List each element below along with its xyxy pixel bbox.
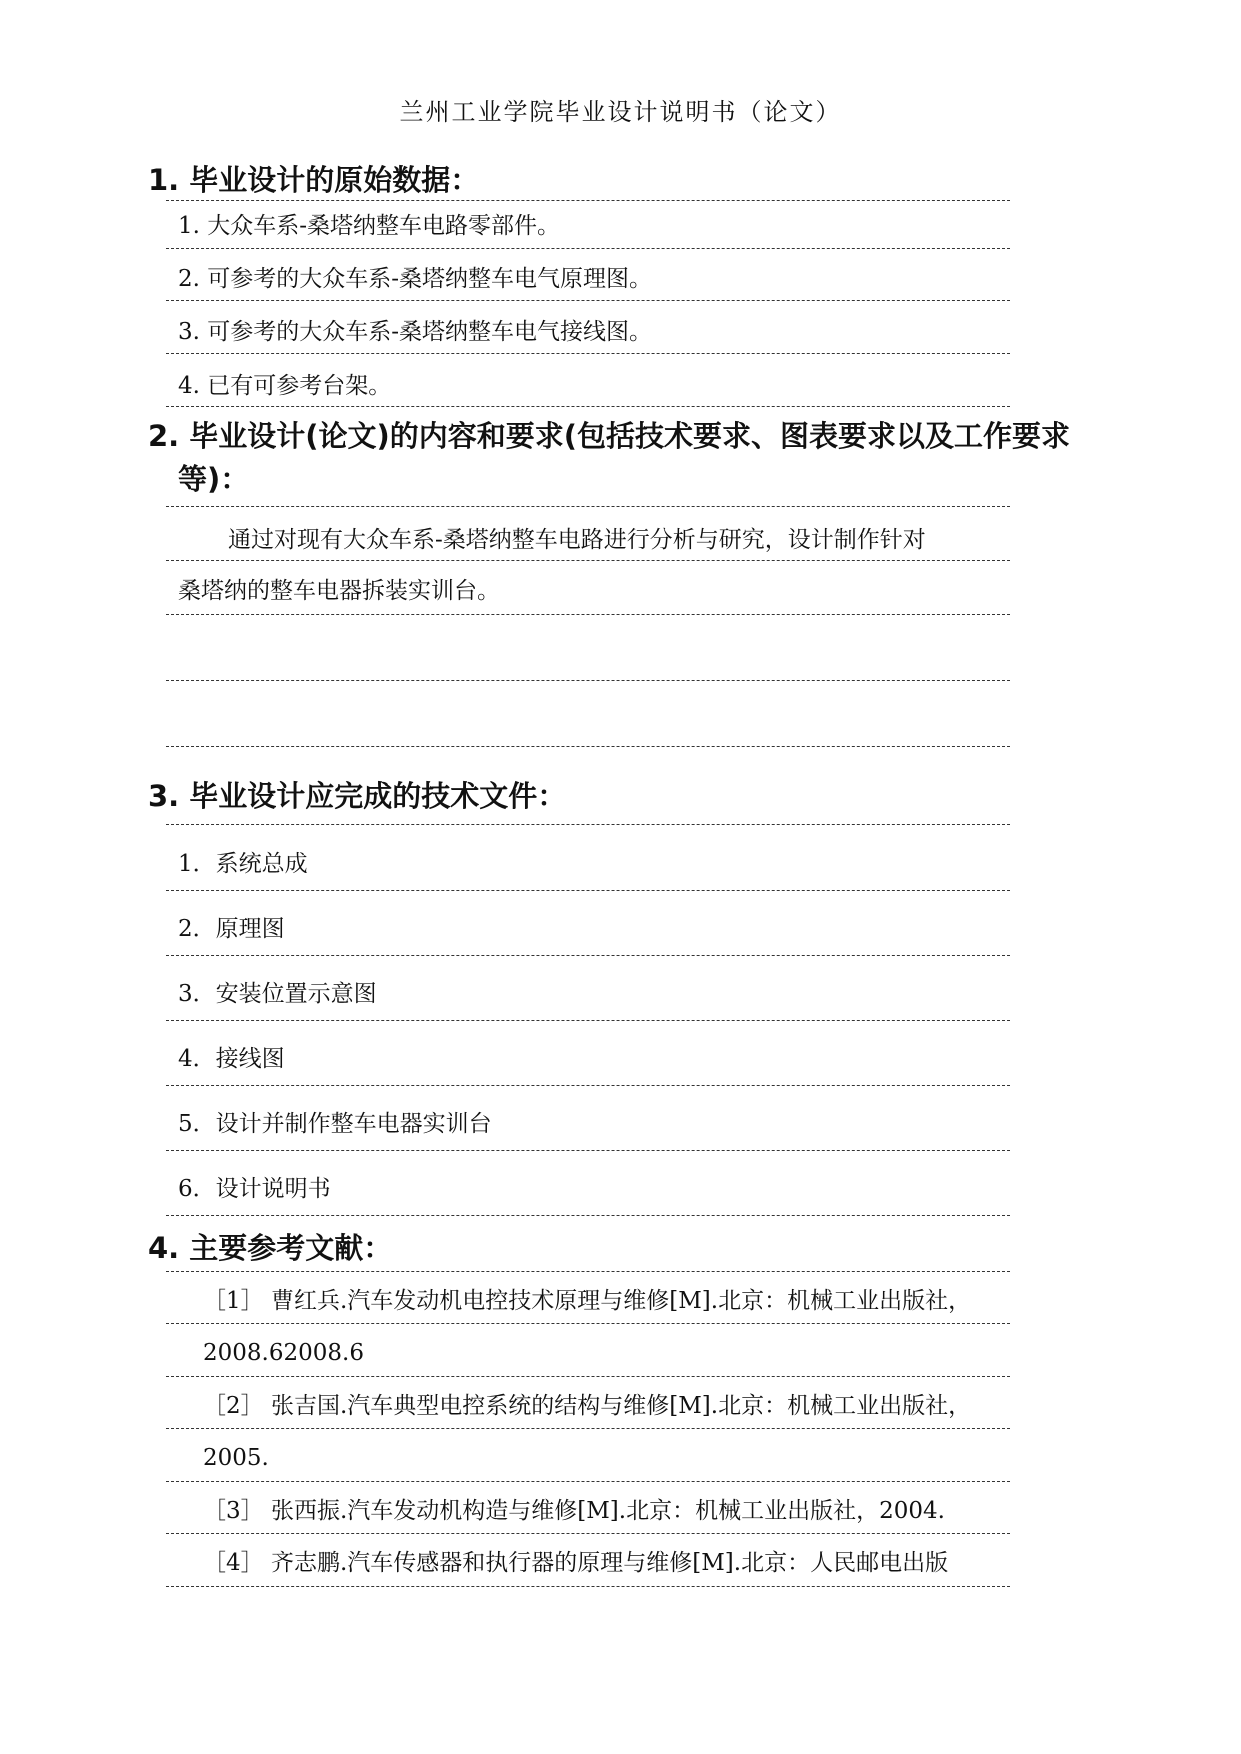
section-2-text-line1: 通过对现有大众车系-桑塔纳整车电路进行分析与研究，设计制作针对 (228, 527, 926, 553)
reference-line: 2008.62008.6 (203, 1340, 364, 1366)
dashed-rule (166, 614, 1010, 615)
reference-line: ［2］ 张吉国.汽车典型电控系统的结构与维修[M].北京：机械工业出版社， (203, 1393, 972, 1419)
section-1-item: 3. 可参考的大众车系-桑塔纳整车电气接线图。 (178, 319, 653, 345)
section-4-title: 4. 主要参考文献： (148, 1231, 393, 1265)
section-1-item: 1. 大众车系-桑塔纳整车电路零部件。 (178, 213, 561, 239)
dashed-rule (166, 1215, 1010, 1216)
dashed-rule (166, 1085, 1010, 1086)
dashed-rule (166, 824, 1010, 825)
dashed-rule (166, 890, 1010, 891)
section-3-item: 6．设计说明书 (178, 1176, 331, 1202)
dashed-rule (166, 1323, 1010, 1324)
section-2-title (148, 415, 1128, 501)
reference-line: ［4］ 齐志鹏.汽车传感器和执行器的原理与维修[M].北京：人民邮电出版 (203, 1550, 949, 1576)
section-3-item: 1．系统总成 (178, 851, 308, 877)
dashed-rule (166, 200, 1010, 201)
reference-line: ［1］ 曹红兵.汽车发动机电控技术原理与维修[M].北京：机械工业出版社， (203, 1288, 972, 1314)
dashed-rule (166, 746, 1010, 747)
dashed-rule (166, 406, 1010, 407)
dashed-rule (166, 1533, 1010, 1534)
dashed-rule (166, 248, 1010, 249)
reference-line: 2005. (203, 1445, 269, 1471)
dashed-rule (166, 955, 1010, 956)
dashed-rule (166, 1376, 1010, 1377)
dashed-rule (166, 680, 1010, 681)
dashed-rule (166, 1481, 1010, 1482)
section-1-item: 2. 可参考的大众车系-桑塔纳整车电气原理图。 (178, 266, 653, 292)
dashed-rule (166, 300, 1010, 301)
section-3-title: 3. 毕业设计应完成的技术文件： (148, 779, 567, 813)
section-2-title-line1: 2. 毕业设计(论文)的内容和要求(包括技术要求、图表要求以及工作要求 (148, 419, 1071, 453)
section-3-item: 2．原理图 (178, 916, 285, 942)
section-3-item: 3．安装位置示意图 (178, 981, 377, 1007)
section-3-item: 5．设计并制作整车电器实训台 (178, 1111, 492, 1137)
dashed-rule (166, 1020, 1010, 1021)
section-1-title: 1. 毕业设计的原始数据： (148, 163, 480, 197)
reference-line: ［3］ 张西振.汽车发动机构造与维修[M].北京：机械工业出版社，2004. (203, 1498, 945, 1524)
page-header: 兰州工业学院毕业设计说明书（论文） (399, 98, 842, 126)
dashed-rule (166, 1150, 1010, 1151)
section-3-item: 4．接线图 (178, 1046, 285, 1072)
dashed-rule (166, 1271, 1010, 1272)
section-1-item: 4. 已有可参考台架。 (178, 373, 392, 399)
section-2-text-line2: 桑塔纳的整车电器拆装实训台。 (178, 578, 500, 604)
dashed-rule (166, 1428, 1010, 1429)
dashed-rule (166, 353, 1010, 354)
dashed-rule (166, 1586, 1010, 1587)
dashed-rule (166, 560, 1010, 561)
dashed-rule (166, 506, 1010, 507)
section-2-title-line2: 等)： (178, 462, 250, 496)
